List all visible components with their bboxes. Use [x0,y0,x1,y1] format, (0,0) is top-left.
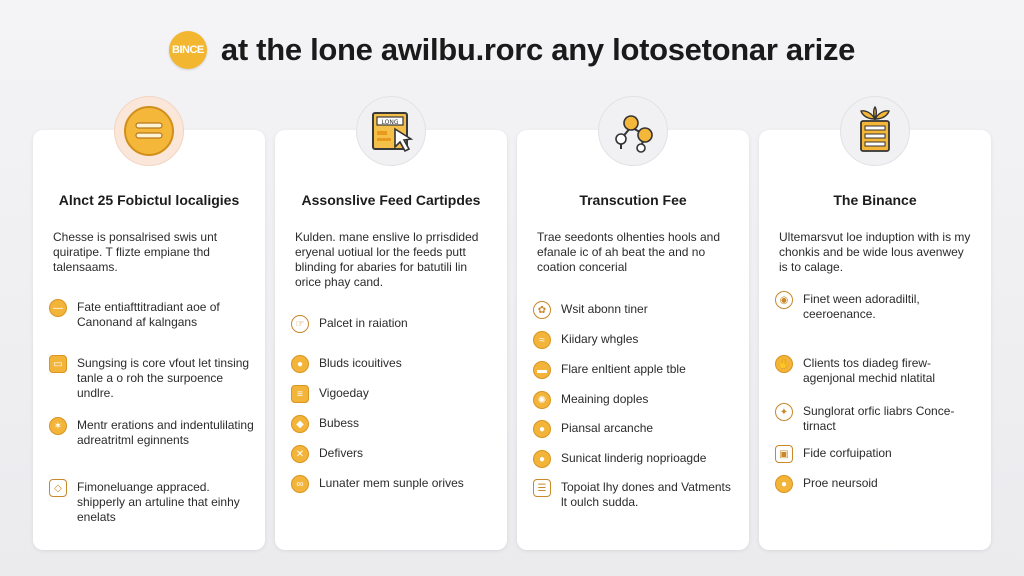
link-icon: ∞ [291,475,309,493]
list-item: ● Sunicat linderig noprioagde [533,451,739,468]
network-nodes-icon [598,96,668,166]
list-item: ● Proe neursoid [775,476,981,493]
cards-row [33,119,991,550]
card-title: The Binance [833,192,917,208]
document-cursor-icon [356,96,426,166]
list-item: ▣ Fide corfuipation [775,446,981,463]
card-title: Transcution Fee [579,192,687,208]
list-item: ✶ Mentr erations and indentulilating adreatritml eginnents [49,418,255,448]
card-description: Kulden. mane enslive lo prrisdided eryenal uotiual lor the feeds putt blinding for abaries for batutili lin orice phay cand. [295,230,479,289]
card-description: Chesse is ponsalrised swis unt quiratipe. T flizte empiane thd talensaams. [53,230,218,274]
drop-icon: ● [533,450,551,468]
diamond-icon: ◇ [49,479,67,497]
coin-bullet-icon: — [49,299,67,317]
plant-server-icon [840,96,910,166]
list-item: ✺ Meaining doples [533,392,739,409]
header [0,28,1024,72]
list-item: ✦ Sunglorat orfic liabrs Conce-tirnact [775,404,981,434]
gear-icon: ✺ [533,391,551,409]
list-item: ◇ Fimoneluange appraced. shipperly an artuline that einhy enelats [49,480,255,525]
list-item: ▬ Flare enltient apple tble [533,362,739,379]
list-item: ✿ Wsit abonn tiner [533,302,739,319]
badge-icon: ◆ [291,415,309,433]
truck-icon: ▣ [775,445,793,463]
coin-stack-icon: ◉ [775,291,793,309]
stack-icon: ▬ [533,361,551,379]
list-item: ☞ Palcet in raiation [291,316,497,333]
svg-text:LONG: LONG [381,119,399,126]
brand-logo[interactable]: BINCE [169,31,207,69]
card-the-binance [759,130,991,550]
tools-icon: ✕ [291,445,309,463]
list-item: ◉ Finet ween adoradiltil, ceeroenance. [775,292,981,322]
list-item: ● Piansal arcanche [533,421,739,438]
list-item: ✋ Clients tos diadeg firew-agenjonal mechid nlatital [775,356,981,386]
handshake-icon: ✋ [775,355,793,373]
list-item: ◆ Bubess [291,416,497,433]
stack-coins-icon: ☰ [533,479,551,497]
list-item: ∞ Lunater mem sunple orives [291,476,497,493]
card-title: Alnct 25 Fobictul localigies [58,192,240,208]
card-transaction-fee [517,130,749,550]
list-item: ≡ Vigoeday [291,386,497,403]
list-item: ● Bluds icouitives [291,356,497,373]
list-item: ☰ Topoiat lhy dones and Vatments lt oulch sudda. [533,480,739,510]
list-item: ≈ Kiidary whgles [533,332,739,349]
card-description: Ultemarsvut loe induption with is my chonkis and be wide lous avenwey is to calage. [779,230,971,274]
coin-icon: ● [533,420,551,438]
card-description: Trae seedonts olhenties hools and efanale ic of ah beat the and no coation concerial [537,230,721,274]
card-localities [33,130,265,550]
cat-icon: ✿ [533,301,551,319]
document-icon: ≡ [291,385,309,403]
coins-icon: ≈ [533,331,551,349]
card-title: Assonslive Feed Cartipdes [301,192,481,208]
hand-pointer-icon: ☞ [291,315,309,333]
coin-icon: ● [775,475,793,493]
shield-icon: ✦ [775,403,793,421]
page-title: at the lone awilbu.rorc any lotosetonar arize [220,32,856,67]
coin-icon [114,96,184,166]
wallet-icon: ▭ [49,355,67,373]
coin-icon: ● [291,355,309,373]
list-item: — Fate entiafttitradiant aoe of Canonand af kalngans [49,300,255,330]
settings-icon: ✶ [49,417,67,435]
list-item: ▭ Sungsing is core vfout let tinsing tanle a o roh the surpoence undlre. [49,356,255,401]
card-feed-cartipdes [275,119,507,550]
list-item: ✕ Defivers [291,446,497,463]
